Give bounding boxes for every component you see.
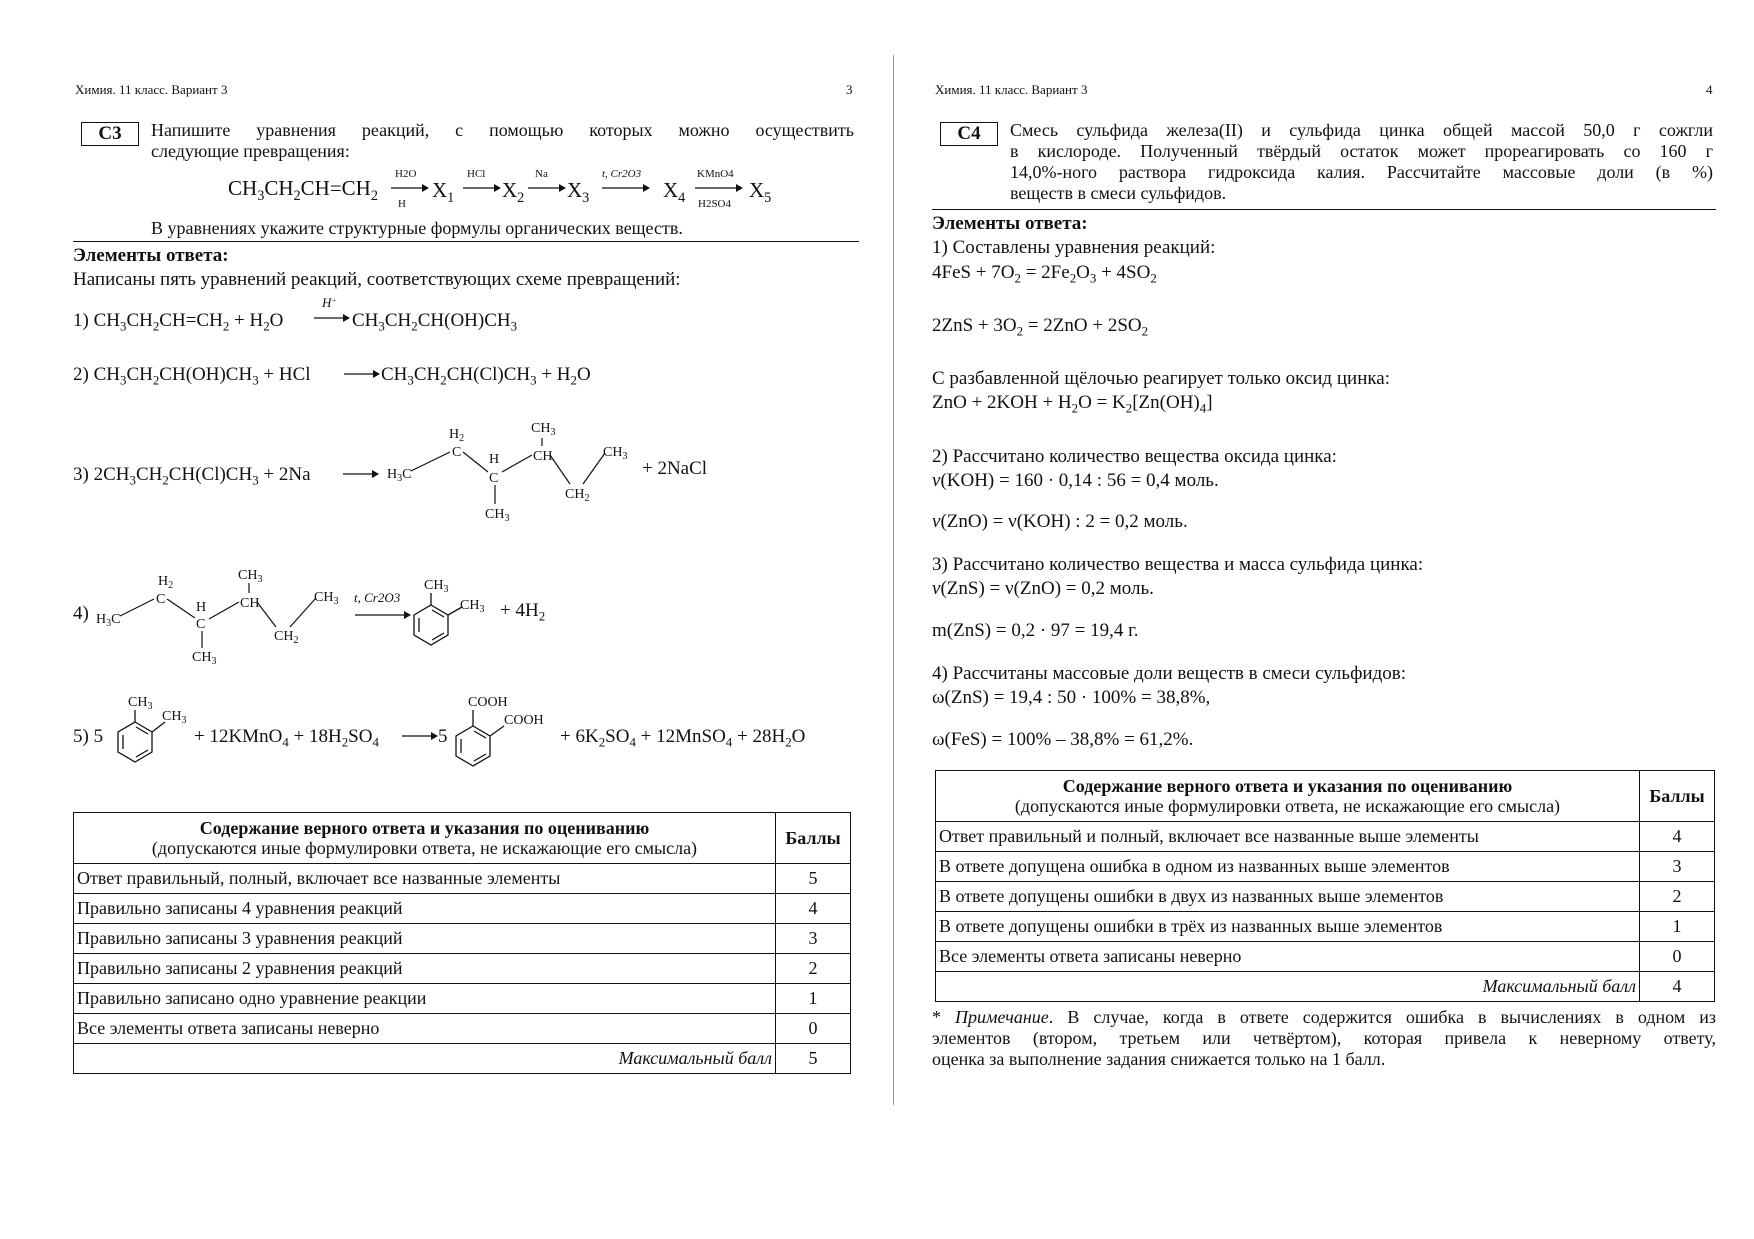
table-row: Все элементы ответа записаны неверно 0 bbox=[74, 1014, 851, 1044]
svg-text:H2: $H_2$ bbox=[158, 574, 174, 591]
task-c3-divider bbox=[73, 241, 859, 242]
svg-text:CH3: $CH_3$ bbox=[531, 421, 556, 438]
table-row: Правильно записано одно уравнение реакции 1 bbox=[74, 984, 851, 1014]
table-header-content: Содержание верного ответа и указания по оцениванию (допускаются иные формулировки ответа, не искажающие его смысла) bbox=[936, 771, 1640, 822]
equation-4-byproduct: + $4H_2$ bbox=[500, 600, 546, 624]
answer-title-c4: Элементы ответа: bbox=[932, 213, 1088, 234]
svg-text:H3C: $H_3C$ bbox=[96, 612, 121, 629]
svg-text:C: C bbox=[489, 471, 499, 486]
scheme-arrow-3 bbox=[528, 183, 566, 193]
table-row: Правильно записаны 3 уравнения реакций 3 bbox=[74, 924, 851, 954]
answer-intro-c3: Написаны пять уравнений реакций, соответствующих схеме превращений: bbox=[73, 269, 681, 290]
svg-text:CH3: $CH_3$ bbox=[603, 445, 628, 462]
svg-text:C: C bbox=[196, 617, 206, 632]
task-c3-text-line1: Напишите уравнения реакций, с помощью которых можно осуществить bbox=[151, 120, 854, 140]
grading-table-c4 bbox=[935, 770, 1715, 1002]
right-page-header: Химия. 11 класс. Вариант 3 bbox=[935, 82, 1088, 97]
table-row: Все элементы ответа записаны неверно 0 bbox=[936, 942, 1715, 972]
svg-text:CH: CH bbox=[240, 596, 260, 611]
calc-w-fes: ω(FeS) = 100% – 38,8% = 61,2%. bbox=[932, 729, 1194, 750]
scheme-arrow-5 bbox=[695, 183, 743, 193]
table-row: Правильно записаны 4 уравнения реакций 4 bbox=[74, 894, 851, 924]
equation-4: 4) bbox=[73, 603, 89, 624]
step-1: 1) Составлены уравнения реакций: bbox=[932, 237, 1216, 258]
scheme-x3: $X_3$ bbox=[567, 178, 590, 206]
scheme-reagent-4: t, Cr2O3 bbox=[602, 168, 642, 180]
step-3: 3) Рассчитано количество вещества и масса сульфида цинка: bbox=[932, 554, 1424, 575]
table-header-points: Баллы bbox=[776, 813, 851, 864]
answer-title-c3: Элементы ответа: bbox=[73, 245, 229, 266]
task-c4-divider bbox=[932, 209, 1716, 210]
svg-text:COOH: COOH bbox=[468, 695, 508, 710]
scheme-formula: $CH_3CH_2CH=CH_2$ bbox=[228, 176, 378, 204]
equation-zns: $2ZnS + 3O_2 = 2ZnO + 2SO_2$ bbox=[932, 315, 1149, 339]
task-c4-line4: веществ в смеси сульфидов. bbox=[1010, 183, 1227, 203]
scheme-x1: $X_1$ bbox=[432, 178, 455, 206]
svg-text:CH3: $CH_3$ bbox=[238, 568, 263, 585]
svg-text:CH2: $CH_2$ bbox=[565, 487, 590, 504]
calc-mass-zns: m(ZnS) = 0,2 · 97 = 19,4 г. bbox=[932, 620, 1139, 641]
table-row: В ответе допущена ошибка в одном из названных выше элементов 3 bbox=[936, 852, 1715, 882]
equation-2-arrow bbox=[344, 369, 380, 379]
task-c4-line2: в кислороде. Полученный твёрдый остаток может прореагировать со 160 г bbox=[1010, 141, 1713, 161]
page-divider bbox=[893, 55, 894, 1105]
equation-3-arrow bbox=[343, 469, 379, 479]
scheme-arrow-2 bbox=[463, 183, 501, 193]
equation-1-catalyst: H+ bbox=[322, 295, 337, 310]
calc-w-zns: ω(ZnS) = 19,4 : 50 · 100% = 38,8%, bbox=[932, 687, 1211, 708]
calc-koh: ν(KOH) = 160 · 0,14 : 56 = 0,4 моль. bbox=[932, 470, 1219, 491]
table-max-row: Максимальный балл 4 bbox=[936, 972, 1715, 1002]
task-c4-line3: 14,0%-ного раствора гидроксида калия. Рассчитайте массовые доли (в %) bbox=[1010, 162, 1713, 182]
structure-o-xylene-4 bbox=[410, 575, 495, 650]
scheme-x5: $X_5$ bbox=[749, 178, 772, 206]
task-label-c3: С3 bbox=[81, 122, 139, 146]
calc-zno: ν(ZnO) = ν(KOH) : 2 = 0,2 моль. bbox=[932, 511, 1188, 532]
structure-phthalic-acid bbox=[448, 692, 558, 772]
task-c3-text-line2: следующие превращения: bbox=[151, 141, 350, 161]
equation-5-reactants: + 12KMnO$_4$ + $18H_2SO_4$ bbox=[194, 726, 379, 750]
svg-text:H2: $H_2$ bbox=[449, 427, 465, 444]
svg-text:CH3: $CH_3$ bbox=[192, 650, 217, 667]
scheme-reagent-5: KMnO4 bbox=[697, 168, 734, 180]
svg-text:H: H bbox=[489, 452, 500, 467]
left-page-number: 3 bbox=[846, 82, 853, 97]
scheme-reagent-1: H2O bbox=[395, 168, 417, 180]
structure-4-3-4-dimethylhexane bbox=[94, 555, 349, 670]
svg-text:H3C: $H_3C$ bbox=[387, 467, 412, 484]
svg-text:COOH: COOH bbox=[504, 713, 544, 728]
equation-5-products: + $6K_2SO_4$ + 12MnSO$_4$ + $28H_2O$ bbox=[560, 726, 806, 750]
table-row: Ответ правильный, полный, включает все названные элементы 5 bbox=[74, 864, 851, 894]
note-line2: элементов (втором, третьем или четвёртом), которая привела к неверному ответу, bbox=[932, 1028, 1716, 1048]
table-row: В ответе допущены ошибки в трёх из названных выше элементов 1 bbox=[936, 912, 1715, 942]
equation-5-arrow bbox=[402, 731, 438, 741]
scheme-x4: $X_4$ bbox=[663, 178, 686, 206]
note-line1: * Примечание. В случае, когда в ответе содержится ошибка в вычислениях в одном из bbox=[932, 1007, 1716, 1027]
svg-text:C: C bbox=[452, 445, 462, 460]
scheme-arrow-4 bbox=[602, 183, 650, 193]
table-row: Правильно записаны 2 уравнения реакций 2 bbox=[74, 954, 851, 984]
svg-text:H: H bbox=[196, 600, 207, 615]
left-page-header: Химия. 11 класс. Вариант 3 bbox=[75, 82, 228, 97]
equation-1-arrow bbox=[314, 313, 350, 323]
svg-text:CH3: $CH_3$ bbox=[424, 578, 449, 595]
scheme-x2: $X_2$ bbox=[502, 178, 525, 206]
alkali-note: С разбавленной щёлочью реагирует только оксид цинка: bbox=[932, 368, 1391, 389]
scheme-catalyst-1: H bbox=[398, 198, 406, 210]
equation-3: 3) $2CH_3CH_2CH(Cl)CH_3 + 2Na$ bbox=[73, 464, 311, 488]
calc-zns: ν(ZnS) = ν(ZnO) = 0,2 моль. bbox=[932, 578, 1154, 599]
table-row: Ответ правильный и полный, включает все названные выше элементы 4 bbox=[936, 822, 1715, 852]
svg-text:CH3: $CH_3$ bbox=[162, 709, 187, 726]
svg-text:CH2: $CH_2$ bbox=[274, 629, 299, 646]
task-c4-line1: Смесь сульфида железа(II) и сульфида цинка общей массой 50,0 г сожгли bbox=[1010, 120, 1713, 140]
equation-2-product: $CH_3CH_2CH(Cl)CH_3 + H_2O$ bbox=[381, 364, 591, 388]
equation-5-coefficient: 5 bbox=[438, 726, 448, 747]
table-row: В ответе допущены ошибки в двух из названных выше элементов 2 bbox=[936, 882, 1715, 912]
equation-4-conditions: t, Cr2O3 bbox=[354, 590, 401, 605]
scheme-catalyst-5: H2SO4 bbox=[698, 198, 732, 210]
task-c3-instruction: В уравнениях укажите структурные формулы органических веществ. bbox=[151, 218, 683, 238]
note-line3: оценка за выполнение задания снижается только на 1 балл. bbox=[932, 1049, 1386, 1069]
step-4: 4) Рассчитаны массовые доли веществ в смеси сульфидов: bbox=[932, 663, 1406, 684]
equation-fes: $4FeS + 7O_2 = 2Fe_2O_3 + 4SO_2$ bbox=[932, 262, 1157, 286]
task-label-c4: С4 bbox=[940, 122, 998, 146]
step-2: 2) Рассчитано количество вещества оксида цинка: bbox=[932, 446, 1337, 467]
scheme-reagent-2: HCl bbox=[467, 168, 486, 180]
equation-5: 5) 5 bbox=[73, 726, 104, 747]
equation-zno-koh: ZnO + $2KOH + H_2O = K_2[Zn(OH)_4]$ bbox=[932, 392, 1213, 416]
equation-3-byproduct: + 2NaCl bbox=[642, 458, 708, 479]
scheme-reagent-3: Na bbox=[535, 168, 548, 180]
equation-4-arrow bbox=[355, 610, 411, 620]
table-max-row: Максимальный балл 5 bbox=[74, 1044, 851, 1074]
equation-1: 1) $CH_3CH_2CH=CH_2 + H_2O$ bbox=[73, 310, 284, 334]
table-header-points: Баллы bbox=[1640, 771, 1715, 822]
table-header-content: Содержание верного ответа и указания по оцениванию (допускаются иные формулировки ответа, не искажающие его смысла) bbox=[74, 813, 776, 864]
equation-1-product: $CH_3CH_2CH(OH)CH_3$ bbox=[352, 310, 518, 334]
right-page-number: 4 bbox=[1706, 82, 1713, 97]
scheme-arrow-1 bbox=[391, 183, 429, 193]
svg-text:CH3: $CH_3$ bbox=[314, 590, 339, 607]
svg-text:CH3: $CH_3$ bbox=[485, 507, 510, 523]
svg-text:CH3: $CH_3$ bbox=[128, 695, 153, 712]
svg-text:CH3: $CH_3$ bbox=[460, 598, 485, 615]
grading-table-c3 bbox=[73, 812, 851, 1074]
svg-text:C: C bbox=[156, 592, 166, 607]
structure-3-4-dimethylhexane bbox=[385, 408, 640, 523]
equation-2: 2) $CH_3CH_2CH(OH)CH_3$ + HCl bbox=[73, 364, 311, 388]
svg-text:CH: CH bbox=[533, 449, 553, 464]
structure-o-xylene-5 bbox=[110, 692, 195, 767]
